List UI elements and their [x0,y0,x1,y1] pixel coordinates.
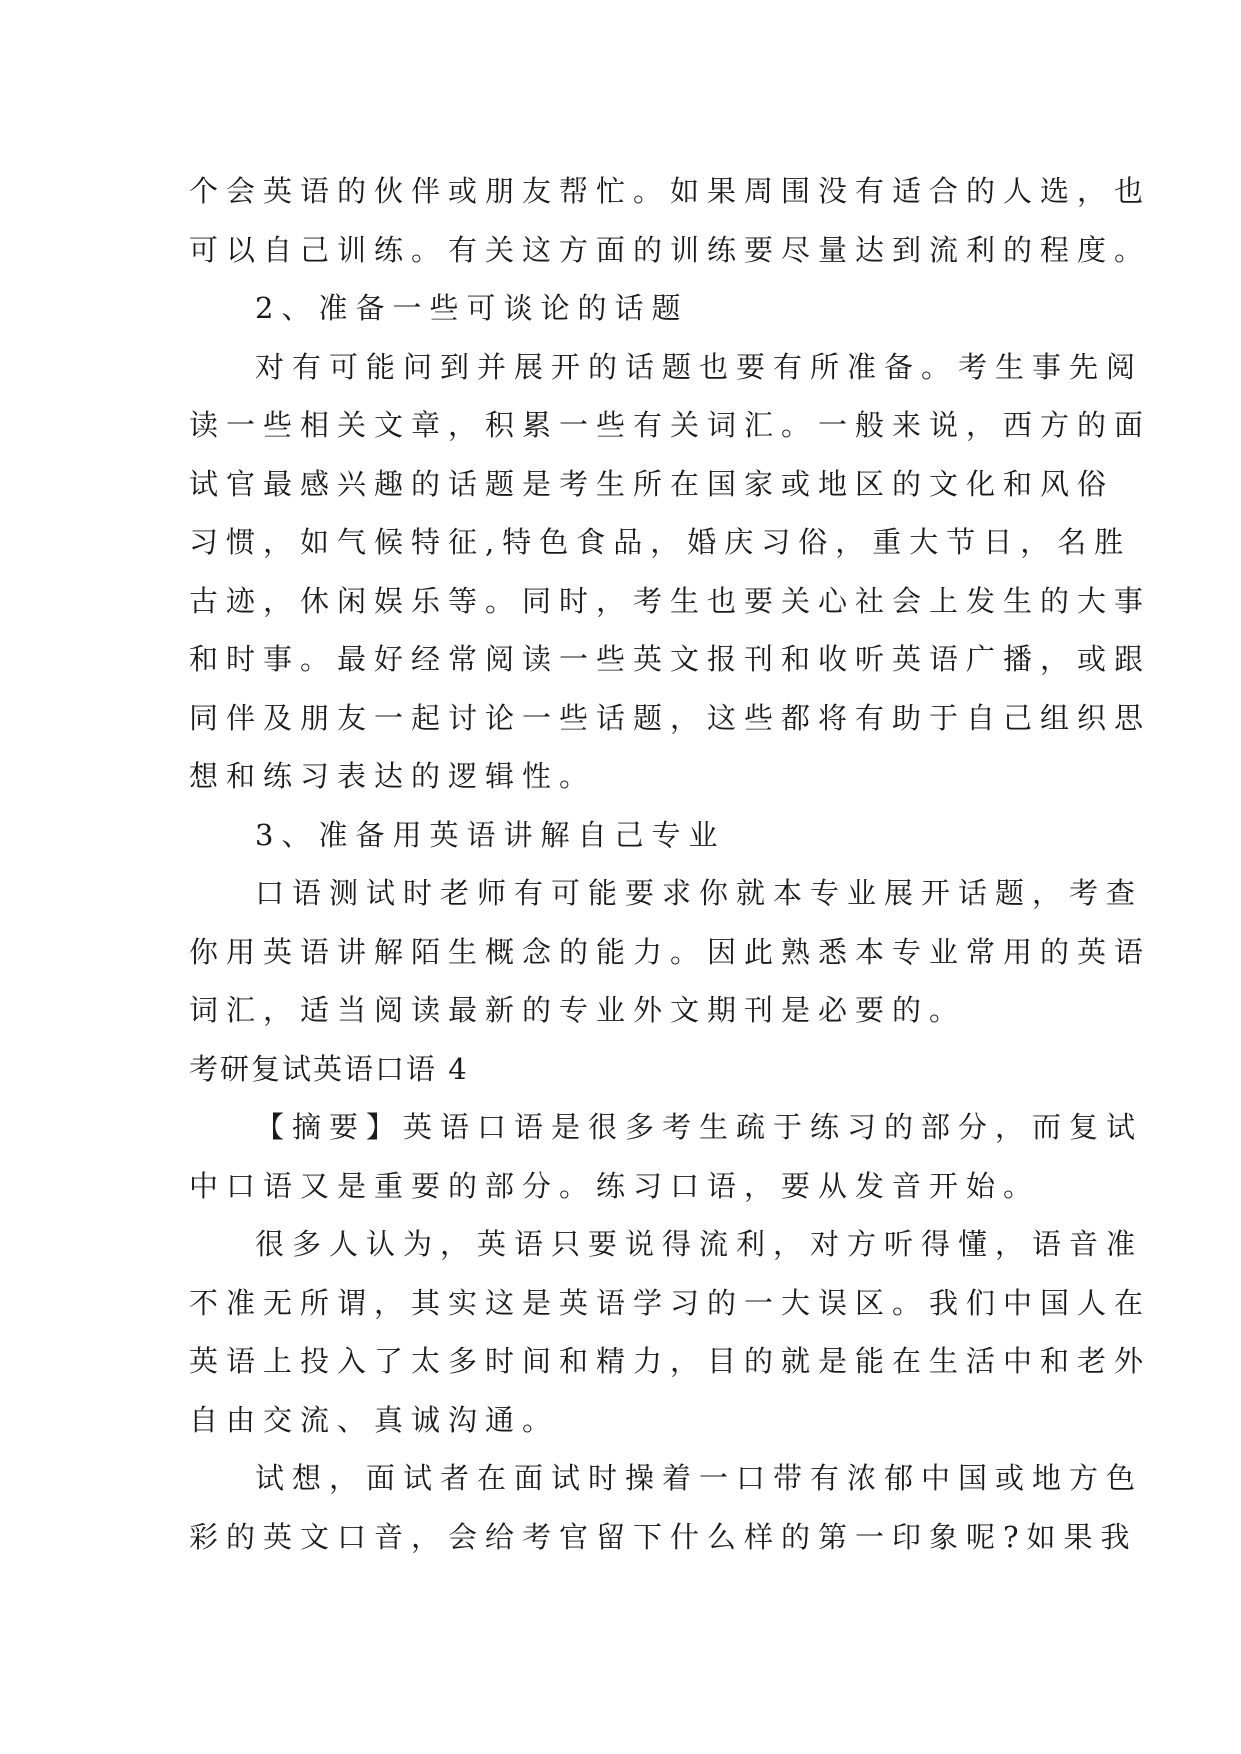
text-line: 试官最感兴趣的话题是考生所在国家或地区的文化和风俗 [189,466,1115,501]
text-line: 英语上投入了太多时间和精力，目的就是能在生活中和老外 [189,1344,1152,1378]
text-line: 对有可能问到并展开的话题也要有所准备。考生事先阅 [255,349,1144,384]
section-heading: 2、准备一些可谈论的话题 [255,291,689,325]
text-line: 【摘要】英语口语是很多考生疏于练习的部分，而复试 [255,1110,1144,1144]
text-line: 同伴及朋友一起讨论一些话题，这些都将有助于自己组织思 [189,700,1152,735]
document-body [189,162,1152,1566]
text-line: 彩的英文口音，会给考官留下什么样的第一印象呢?如果我 [189,1519,1138,1554]
text-line: 想和练习表达的逻辑性。 [189,759,597,793]
text-line: 读一些相关文章，积累一些有关词汇。一般来说，西方的面 [189,408,1152,442]
text-line: 古迹，休闲娱乐等。同时，考生也要关心社会上发生的大事 [189,583,1152,618]
text-line: 可以自己训练。有关这方面的训练要尽量达到流利的程度。 [189,232,1152,267]
section-heading: 3、准备用英语讲解自己专业 [255,817,726,852]
text-line: 自由交流、真诚沟通。 [189,1402,560,1437]
text-line: 你用英语讲解陌生概念的能力。因此熟悉本专业常用的英语 [189,934,1152,969]
text-line: 词汇，适当阅读最新的专业外文期刊是必要的。 [189,993,967,1027]
text-line: 不准无所谓，其实这是英语学习的一大误区。我们中国人在 [189,1285,1152,1320]
text-line: 口语测试时老师有可能要求你就本专业展开话题，考查 [255,876,1144,910]
text-line: 中口语又是重要的部分。练习口语，要从发音开始。 [189,1168,1041,1203]
article-title: 考研复试英语口语 4 [189,1051,469,1086]
text-line: 习惯，如气候特征,特色食品，婚庆习俗，重大节日，名胜 [189,525,1132,559]
text-line: 和时事。最好经常阅读一些英文报刊和收听英语广播，或跟 [189,642,1152,676]
text-line: 个会英语的伙伴或朋友帮忙。如果周围没有适合的人选，也 [189,174,1152,208]
text-line: 很多人认为，英语只要说得流利，对方听得懂，语音准 [255,1227,1144,1261]
text-line: 试想，面试者在面试时操着一口带有浓郁中国或地方色 [255,1461,1144,1495]
